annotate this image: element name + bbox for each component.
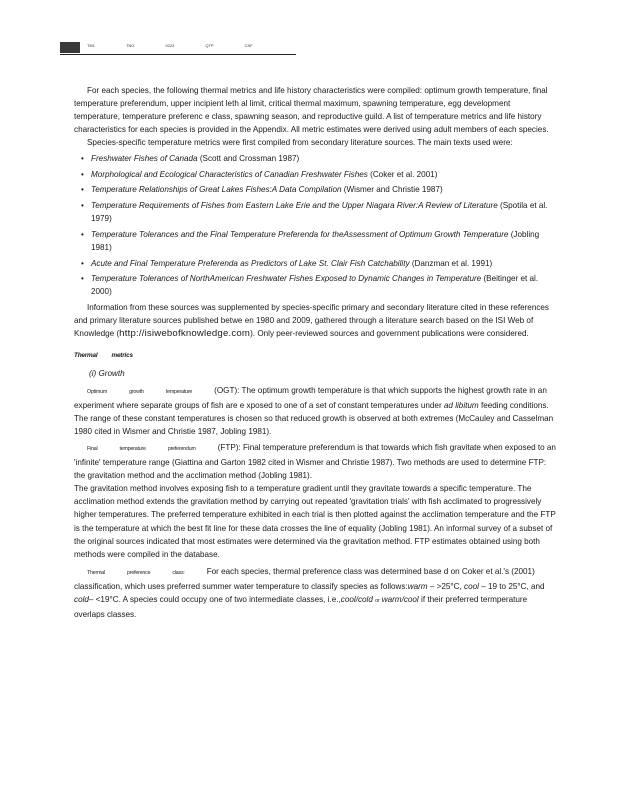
- term-word: preference: [127, 569, 151, 576]
- term-word: preferendum: [167, 446, 196, 452]
- supplement-text-end: ). Only peer-reviewed sources and government publications were considered.: [250, 329, 529, 339]
- tpc-or: or: [375, 598, 380, 605]
- term-word: temperature: [165, 388, 193, 395]
- ftp-paragraph: [74, 441, 556, 482]
- header-item: TNG: [126, 43, 135, 48]
- supplement-paragraph: [74, 301, 556, 340]
- isi-web-link[interactable]: http://isiwebofknowledge.com: [119, 328, 251, 340]
- tpc-class-cool: cool: [464, 581, 479, 591]
- ftp-method-paragraph: The gravitation method involves exposing fish to a temperature gradient until they gravitate towards a specific temperature. The acclimation method extends the gravitation method by carrying out repeated 'gravitation trials' with fish acclimated to progressively higher temperatures. The preferred temperature exhibited in each trial is then plotted against the acclimation temperature and the FTP is the temperature at which the best fit line for these data crosses the line of equality (Jobling 1981). An informal survey of a subset of the original sources indicated that most estimates were determined via the gravitation method. FTP estimates obtained using both methods were compiled in the database.: [74, 484, 556, 559]
- subsection-heading: (i) Growth: [89, 368, 125, 378]
- intro-paragraph: For each species, the following thermal metrics and life history characteristics were compiled: optimum growth temperature, final temperature preferendum, upper incipient leth al limit, critical thermal maximum, spawning temperature, egg development temperature, temperature preferenc e class, spawning season, and reproductive guild. A list of temperature metrics and life history characteristics for each species is provided in the Appendix. All metric estimates were derived using adult members of each species.: [74, 86, 549, 135]
- list-item: [74, 272, 556, 298]
- reference-list: [74, 152, 556, 299]
- reference-title: Temperature Relationships of Great Lakes Fishes:A Data Compilation: [91, 185, 342, 195]
- reference-citation: (Danzman et al. 1991): [411, 258, 493, 268]
- ogt-paragraph: [74, 384, 556, 438]
- sources-intro-paragraph: Species-specific temperature metrics were first compiled from secondary literature sources. The main texts used were:: [87, 138, 513, 148]
- list-item: [74, 152, 556, 165]
- tpc-text-end: if their preferred termperature overlaps classes.: [74, 595, 528, 620]
- header-item: CSF: [244, 43, 253, 48]
- header-item: TM1: [87, 43, 95, 48]
- section-heading: [74, 349, 556, 362]
- section-heading-word: Thermal: [74, 352, 98, 360]
- header-items: [87, 43, 284, 48]
- ogt-text: (OGT): The optimum growth temperature is that which supports the highest growth rate in an experiment where separate groups of fish are e xposed to one of a set of constant temperatures under: [74, 385, 547, 410]
- bullet-icon: •: [81, 201, 84, 211]
- reference-citation: (Jobling 1981): [91, 229, 540, 252]
- bullet-icon: •: [81, 169, 84, 179]
- bullet-icon: •: [81, 185, 84, 195]
- reference-citation: (Coker et al. 2001): [370, 169, 438, 179]
- ogt-term: [87, 389, 192, 395]
- header-item: 0223: [165, 43, 175, 48]
- reference-citation: (Beitinger et al. 2000): [91, 274, 539, 297]
- header-logo: [60, 42, 80, 53]
- header-item: QTP: [205, 43, 214, 48]
- tpc-text-c: – 19 to 25°C, and: [478, 581, 545, 591]
- list-item: [74, 168, 556, 181]
- reference-title: Temperature Tolerances and the Final Temperature Preferenda for theAssessment of Optimum Growth Temperature: [91, 229, 509, 239]
- list-item: [74, 199, 556, 225]
- ftp-text: (FTP): Final temperature preferendum is that towards which fish gravitate when exposed to an 'infinite' temperature range (Giattina and Garton 1982 cited in Wismer and Christie 1987). Two methods are used to determine FTP: the gravitation method and the acclimation method (Jobling 1981).: [74, 443, 556, 481]
- bullet-icon: •: [81, 154, 84, 164]
- term-word: temperature: [119, 446, 146, 452]
- tpc-paragraph: [74, 565, 556, 621]
- list-item: [74, 183, 556, 196]
- term-word: class:: [172, 569, 185, 576]
- tpc-class-warm: warm: [407, 581, 428, 591]
- tpc-class-warm-cool: warm/cool: [381, 595, 419, 605]
- reference-title: Temperature Requirements of Fishes from Eastern Lake Erie and the Upper Niagara River:A Review of Literature: [91, 201, 498, 211]
- tpc-class-cold: cold: [74, 595, 89, 605]
- reference-title: Freshwater Fishes of Canada: [91, 154, 198, 164]
- reference-title: Morphological and Ecological Characteristics of Canadian Freshwater Fishes: [91, 169, 368, 179]
- ftp-term: [87, 446, 196, 452]
- term-word: growth: [129, 388, 144, 395]
- term-word: Thermal: [87, 569, 106, 576]
- ogt-text-end: feeding conditions. The range of these constant temperatures is chosen so that reduced growth is observed at both extremes (McCauley and Casselman 1980 cited in Wismer and Christie 1987, Jobling 1981).: [74, 400, 554, 436]
- tpc-text-b: – >25°C,: [427, 581, 465, 591]
- bullet-icon: •: [81, 229, 84, 239]
- reference-citation: (Wismer and Christie 1987): [343, 185, 443, 195]
- list-item: [74, 257, 556, 270]
- ogt-italic-text: ad libitum: [443, 400, 479, 410]
- list-item: [74, 228, 556, 254]
- tpc-text-d: – <19°C. A species could occupy one of two intermediate classes, i.e.,: [88, 595, 341, 605]
- tpc-text: For each species, thermal preference class was determined base d on Coker et al.'s (2001) classification, which uses preferred summer water temperature to classify species as follows:: [74, 566, 535, 591]
- body-text: [74, 84, 556, 621]
- reference-citation: (Spotila et al. 1979): [91, 201, 548, 224]
- tpc-class-cool-cold: cool/cold: [340, 595, 373, 605]
- bullet-icon: •: [81, 274, 84, 284]
- term-word: Final: [87, 446, 98, 452]
- running-header: [60, 42, 296, 55]
- bullet-icon: •: [81, 258, 84, 268]
- reference-citation: (Scott and Crossman 1987): [199, 154, 300, 164]
- section-heading-word: metrics: [111, 352, 133, 360]
- tpc-term: [87, 570, 185, 576]
- supplement-text: Information from these sources was supplemented by species-specific primary and secondary literature cited in these references and primary literature sources published betwe en 1980 and 2009, gathered through a literature search based on the ISI Web of Knowledge (: [74, 303, 549, 339]
- reference-title: Temperature Tolerances of NorthAmerican Freshwater Fishes Exposed to Dynamic Changes in Temperature: [91, 274, 482, 284]
- term-word: Optimum: [87, 388, 108, 395]
- reference-title: Acute and Final Temperature Preferenda as Predictors of Lake St. Clair Fish Catchability: [91, 258, 410, 268]
